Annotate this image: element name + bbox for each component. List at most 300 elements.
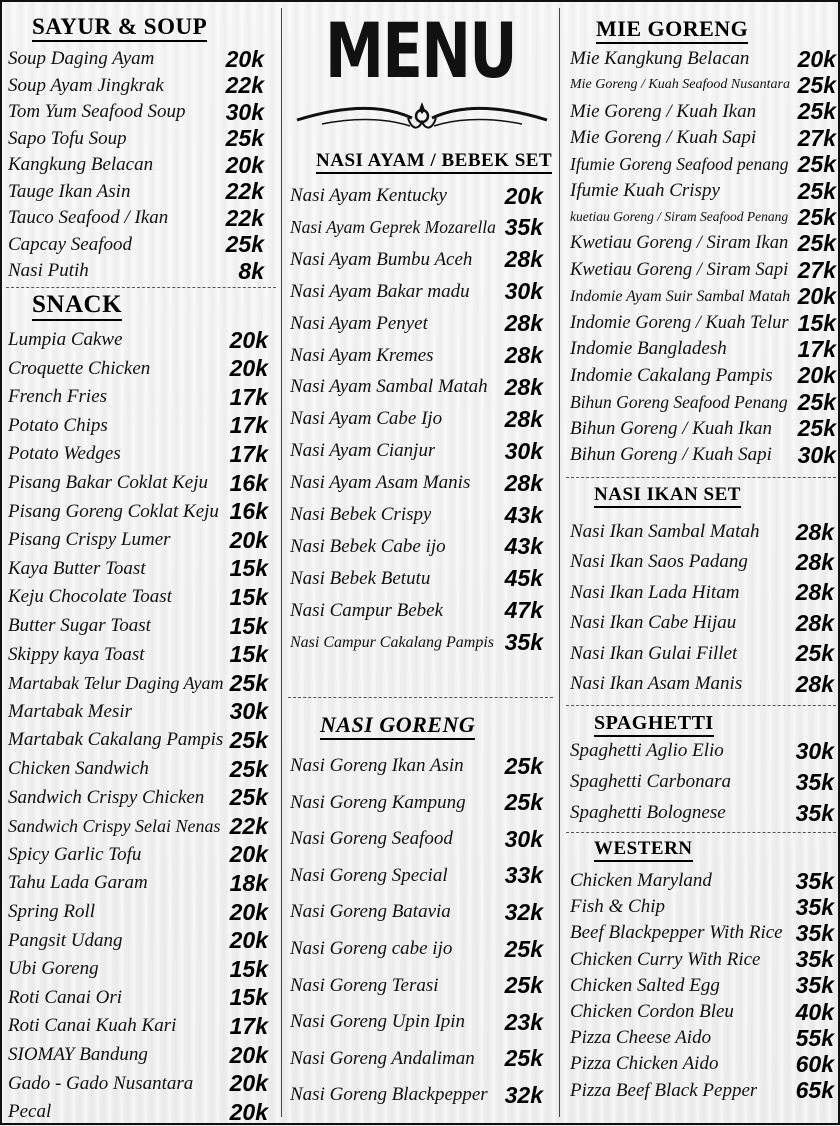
- item-price: 25k: [797, 415, 836, 442]
- item-price: 17k: [229, 412, 268, 439]
- menu-item: [8, 670, 268, 696]
- menu-item: [570, 442, 836, 468]
- item-name: Nasi Goreng Kampung: [290, 791, 466, 813]
- page-title: MENU: [324, 6, 517, 95]
- item-name: Croquette Chicken: [8, 357, 151, 379]
- item-name: Mie Goreng / Kuah Ikan: [570, 100, 757, 122]
- item-name: Martabak Cakalang Pampis: [8, 729, 224, 751]
- item-price: 25k: [229, 726, 268, 753]
- menu-item: [8, 327, 268, 353]
- item-price: 25k: [795, 640, 834, 667]
- menu-item: [290, 438, 543, 464]
- item-price: 25k: [504, 1045, 543, 1072]
- menu-item: [8, 232, 264, 258]
- item-price: 25k: [797, 177, 836, 204]
- item-name: Roti Canai Kuah Kari: [8, 1015, 177, 1037]
- item-price: 20k: [229, 526, 268, 553]
- item-price: 22k: [225, 204, 264, 231]
- menu-item: [570, 152, 836, 178]
- menu-item: [290, 502, 543, 528]
- item-name: Nasi Goreng Upin Ipin: [290, 1011, 466, 1033]
- item-price: 30k: [504, 437, 543, 464]
- menu-item: [290, 247, 543, 273]
- item-price: 28k: [795, 548, 834, 575]
- item-name: Sandwich Crispy Selai Nenas: [8, 815, 221, 836]
- item-name: Lumpia Cakwe: [8, 329, 123, 350]
- menu-item: [570, 769, 834, 795]
- item-price: 30k: [797, 441, 836, 468]
- menu-item: [290, 374, 543, 400]
- menu-item: [8, 642, 268, 668]
- menu-item: [8, 384, 268, 410]
- item-price: 23k: [504, 1008, 543, 1035]
- item-name: Fish & Chip: [570, 896, 666, 918]
- item-price: 25k: [504, 789, 543, 816]
- menu-item: [290, 343, 543, 369]
- item-name: Nasi Goreng Andaliman: [290, 1047, 475, 1069]
- item-name: Pisang Goreng Coklat Keju: [8, 500, 219, 522]
- item-name: Nasi Ikan Lada Hitam: [570, 581, 740, 603]
- item-name: Nasi Goreng Seafood: [290, 828, 453, 850]
- item-price: 20k: [797, 45, 836, 72]
- section-title: MIE GORENG: [596, 16, 840, 44]
- item-name: Nasi Goreng Special: [290, 864, 448, 886]
- item-name: Pisang Bakar Coklat Keju: [8, 472, 209, 493]
- menu-item: [570, 610, 834, 636]
- item-price: 25k: [229, 784, 268, 811]
- item-name: Soup Daging Ayam: [8, 48, 155, 69]
- item-price: 55k: [795, 1024, 834, 1051]
- menu-item: [570, 310, 836, 336]
- item-price: 27k: [797, 124, 836, 151]
- column-middle: [284, 2, 557, 1123]
- column-divider: [559, 8, 560, 1117]
- menu-item: [570, 580, 834, 606]
- item-price: 30k: [229, 698, 268, 725]
- menu-item: [570, 416, 836, 442]
- item-price: 17k: [797, 335, 836, 362]
- item-price: 47k: [504, 597, 543, 624]
- item-price: 25k: [797, 98, 836, 125]
- item-name: Ifumie Kuah Crispy: [570, 180, 720, 201]
- item-name: Skippy kaya Toast: [8, 643, 145, 665]
- section-title: NASI IKAN SET: [594, 484, 840, 508]
- section-divider: [288, 697, 553, 698]
- item-name: Nasi Ikan Saos Padang: [570, 551, 748, 573]
- item-name: Nasi Goreng Ikan Asin: [290, 755, 464, 776]
- menu-item: [570, 257, 836, 283]
- menu-item: [290, 534, 543, 560]
- item-price: 28k: [795, 609, 834, 636]
- item-price: 18k: [229, 869, 268, 896]
- section-divider: [6, 287, 276, 288]
- menu-item: [570, 389, 836, 415]
- item-price: 20k: [504, 182, 543, 209]
- item-name: Butter Sugar Toast: [8, 615, 151, 636]
- item-price: 30k: [504, 825, 543, 852]
- item-name: Pecal: [8, 1101, 52, 1123]
- item-price: 35k: [504, 629, 543, 656]
- item-price: 35k: [795, 972, 834, 999]
- item-name: Beef Blackpepper With Rice: [570, 922, 783, 944]
- item-price: 25k: [504, 935, 543, 962]
- item-price: 15k: [229, 612, 268, 639]
- item-name: Nasi Goreng Terasi: [290, 974, 439, 996]
- item-price: 20k: [225, 45, 264, 72]
- item-name: Nasi Ayam Asam Manis: [290, 472, 471, 494]
- item-price: 35k: [795, 799, 834, 826]
- item-price: 20k: [229, 841, 268, 868]
- menu-item: [8, 813, 268, 839]
- menu-item: [570, 99, 836, 125]
- item-price: 20k: [797, 283, 836, 310]
- item-price: 25k: [797, 230, 836, 257]
- section-divider: [566, 477, 836, 478]
- item-price: 15k: [229, 984, 268, 1011]
- menu-item: [570, 973, 834, 999]
- menu-item: [8, 956, 268, 982]
- item-name: SIOMAY Bandung: [8, 1044, 148, 1065]
- menu-item: [290, 936, 543, 962]
- item-price: 28k: [795, 518, 834, 545]
- item-name: Martabak Telur Daging Ayam: [8, 672, 224, 693]
- item-price: 20k: [225, 151, 264, 178]
- item-name: Nasi Ayam Kentucky: [290, 185, 447, 206]
- item-price: 28k: [795, 670, 834, 697]
- menu-item: [290, 406, 543, 432]
- section-title: WESTERN: [594, 838, 840, 862]
- item-name: Kangkung Belacan: [8, 154, 154, 175]
- menu-item: [8, 441, 268, 467]
- item-name: Nasi Goreng Batavia: [290, 901, 451, 923]
- item-name: Nasi Ikan Sambal Matah: [570, 521, 760, 542]
- item-name: Nasi Ayam Kremes: [290, 344, 434, 366]
- item-price: 20k: [229, 1041, 268, 1068]
- menu-item: [290, 753, 543, 779]
- item-price: 20k: [797, 362, 836, 389]
- menu-item: [290, 1009, 543, 1035]
- menu-item: [290, 566, 543, 592]
- section-divider: [566, 832, 836, 833]
- menu-item: [8, 1099, 268, 1125]
- item-price: 25k: [225, 125, 264, 151]
- item-name: Pisang Crispy Lumer: [8, 529, 171, 551]
- menu-item: [8, 842, 268, 868]
- item-price: 20k: [229, 355, 268, 382]
- item-name: Pizza Chicken Aido: [570, 1053, 719, 1075]
- menu-item: [290, 1082, 543, 1108]
- item-name: Spaghetti Aglio Elio: [570, 740, 724, 761]
- menu-item: [8, 356, 268, 382]
- item-name: Bihun Goreng / Kuah Sapi: [570, 444, 772, 465]
- menu-item: [8, 584, 268, 610]
- menu-item: [8, 126, 264, 152]
- item-price: 8k: [238, 257, 264, 284]
- item-name: Nasi Ayam Bakar madu: [290, 280, 470, 302]
- menu-item: [290, 470, 543, 496]
- item-name: Chicken Salted Egg: [570, 974, 720, 996]
- item-price: 28k: [504, 373, 543, 400]
- item-name: Nasi Ikan Asam Manis: [570, 673, 743, 694]
- item-price: 65k: [795, 1077, 834, 1104]
- item-name: Ifumie Goreng Seafood penang: [570, 154, 789, 175]
- item-name: French Fries: [8, 386, 108, 408]
- item-name: Pizza Beef Black Pepper: [570, 1079, 758, 1101]
- menu-item: [570, 549, 834, 575]
- item-name: Nasi Ikan Cabe Hijau: [570, 612, 737, 634]
- item-price: 15k: [229, 583, 268, 610]
- item-name: Tom Yum Seafood Soup: [8, 101, 186, 122]
- item-name: Martabak Mesir: [8, 700, 133, 722]
- menu-item: [570, 336, 836, 362]
- menu-item: [570, 800, 834, 826]
- item-name: Soup Ayam Jingkrak: [8, 74, 164, 96]
- item-name: Nasi Ikan Gulai Fillet: [570, 642, 738, 664]
- menu-item: [570, 894, 834, 920]
- menu-item: [570, 204, 836, 230]
- item-name: Nasi Goreng cabe ijo: [290, 938, 453, 959]
- item-name: Nasi Ayam Sambal Matah: [290, 376, 488, 398]
- menu-item: [570, 868, 834, 894]
- item-price: 35k: [795, 768, 834, 795]
- item-name: Nasi Campur Bebek: [290, 599, 444, 621]
- item-price: 30k: [504, 278, 543, 305]
- item-price: 25k: [797, 388, 836, 415]
- column-divider: [281, 8, 282, 1117]
- item-price: 15k: [229, 555, 268, 582]
- menu-item: [570, 920, 834, 946]
- item-name: Spaghetti Bolognese: [570, 802, 726, 823]
- item-name: Kwetiau Goreng / Siram Ikan: [570, 233, 789, 254]
- item-name: Tahu Lada Garam: [8, 872, 148, 894]
- menu-item: [290, 183, 543, 209]
- item-name: Mie Kangkung Belacan: [570, 48, 750, 69]
- section-title: NASI AYAM / BEBEK SET: [316, 150, 557, 174]
- menu-item: [8, 1013, 268, 1039]
- menu-item: [290, 279, 543, 305]
- item-name: Nasi Putih: [8, 260, 89, 281]
- ornament-flourish-icon: [292, 96, 552, 136]
- item-price: 22k: [225, 178, 264, 204]
- item-price: 22k: [229, 812, 268, 839]
- item-name: Nasi Ayam Cianjur: [290, 440, 436, 462]
- column-right: [562, 2, 840, 1123]
- item-price: 35k: [795, 893, 834, 920]
- item-name: Chicken Cordon Bleu: [570, 1001, 734, 1022]
- item-price: 15k: [797, 309, 836, 336]
- item-name: Roti Canai Ori: [8, 986, 123, 1008]
- item-price: 20k: [229, 927, 268, 954]
- item-price: 25k: [504, 752, 543, 779]
- item-name: Indomie Ayam Suir Sambal Matah: [570, 287, 791, 305]
- menu-item: [290, 1046, 543, 1072]
- menu-item: [570, 738, 834, 764]
- item-name: Potato Chips: [8, 414, 108, 436]
- item-price: 35k: [795, 867, 834, 894]
- menu-item: [8, 756, 268, 782]
- menu-item: [8, 413, 268, 439]
- item-price: 28k: [795, 579, 834, 606]
- menu-item: [8, 870, 268, 896]
- menu-item: [290, 899, 543, 925]
- menu-item: [8, 985, 268, 1011]
- menu-item: [290, 826, 543, 852]
- item-name: Nasi Goreng Blackpepper: [290, 1084, 488, 1106]
- menu-item: [570, 363, 836, 389]
- item-name: Gado - Gado Nusantara: [8, 1072, 194, 1094]
- menu-item: [8, 470, 268, 496]
- item-name: Kwetiau Goreng / Siram Sapi: [570, 259, 789, 280]
- menu-item: [8, 258, 264, 284]
- item-price: 25k: [797, 203, 836, 230]
- menu-item: [8, 727, 268, 753]
- menu-item: [8, 179, 264, 205]
- item-price: 16k: [229, 469, 268, 496]
- menu-item: [8, 152, 264, 178]
- item-price: 22k: [225, 72, 264, 98]
- item-price: 17k: [229, 1012, 268, 1039]
- menu-item: [8, 1071, 268, 1097]
- menu-item: [570, 284, 836, 310]
- item-name: Ubi Goreng: [8, 958, 99, 980]
- menu-item: [8, 699, 268, 725]
- item-name: Capcay Seafood: [8, 233, 133, 255]
- item-name: Nasi Bebek Crispy: [290, 504, 432, 525]
- item-name: Nasi Bebek Cabe ijo: [290, 535, 446, 557]
- item-name: Nasi Bebek Betutu: [290, 567, 431, 589]
- menu-item: [290, 790, 543, 816]
- item-name: Indomie Bangladesh: [570, 338, 727, 360]
- item-price: 27k: [797, 256, 836, 283]
- item-name: Mie Goreng / Kuah Seafood Nusantara: [570, 77, 790, 93]
- menu-item: [570, 125, 836, 151]
- menu-item: [290, 863, 543, 889]
- item-name: Bihun Goreng / Kuah Ikan: [570, 417, 772, 439]
- column-left: [2, 2, 280, 1123]
- item-name: Spicy Garlic Tofu: [8, 843, 142, 865]
- section-title: SAYUR & SOUP: [32, 14, 280, 42]
- menu-item: [8, 499, 268, 525]
- item-price: 28k: [504, 310, 543, 337]
- menu-item: [8, 785, 268, 811]
- menu-item: [8, 1042, 268, 1068]
- item-name: Indomie Cakalang Pampis: [570, 364, 773, 386]
- menu-item: [570, 671, 834, 697]
- item-price: 40k: [795, 998, 834, 1025]
- menu-item: [570, 1025, 834, 1051]
- item-name: Chicken Sandwich: [8, 758, 149, 779]
- item-name: Chicken Curry With Rice: [570, 948, 761, 970]
- menu-item: [570, 519, 834, 545]
- item-price: 30k: [795, 737, 834, 764]
- item-price: 25k: [229, 669, 268, 696]
- menu-item: [8, 928, 268, 954]
- item-price: 28k: [504, 405, 543, 432]
- menu-item: [570, 72, 836, 98]
- item-price: 28k: [504, 342, 543, 368]
- section-title: SNACK: [32, 291, 280, 321]
- menu-item: [8, 205, 264, 231]
- menu-item: [8, 556, 268, 582]
- item-price: 30k: [225, 98, 264, 125]
- item-name: Pizza Cheese Aido: [570, 1027, 712, 1049]
- item-name: Chicken Maryland: [570, 870, 712, 891]
- menu-item: [570, 46, 836, 72]
- item-name: Kaya Butter Toast: [8, 557, 146, 579]
- item-name: Nasi Campur Cakalang Pampis: [290, 633, 495, 651]
- item-name: Nasi Ayam Penyet: [290, 312, 428, 334]
- item-name: Pangsit Udang: [8, 929, 123, 951]
- item-price: 25k: [229, 755, 268, 782]
- menu-item: [570, 641, 834, 667]
- item-name: kuetiau Goreng / Siram Seafood Penang: [570, 209, 789, 225]
- item-name: Mie Goreng / Kuah Sapi: [570, 127, 757, 149]
- item-name: Nasi Ayam Geprek Mozarella: [290, 217, 496, 238]
- item-price: 28k: [504, 469, 543, 496]
- menu-item: [570, 178, 836, 204]
- section-title: SPAGHETTI: [594, 712, 840, 737]
- item-price: 43k: [504, 533, 543, 560]
- menu-item: [8, 527, 268, 553]
- menu-item: [290, 973, 543, 999]
- menu-item: [570, 947, 834, 973]
- menu-item: [570, 1051, 834, 1077]
- item-name: Indomie Goreng / Kuah Telur: [570, 312, 789, 333]
- item-name: Tauge Ikan Asin: [8, 180, 131, 202]
- item-price: 25k: [797, 151, 836, 178]
- item-name: Bihun Goreng Seafood Penang: [570, 391, 788, 412]
- item-price: 35k: [795, 946, 834, 973]
- item-price: 25k: [504, 972, 543, 999]
- item-name: Potato Wedges: [8, 443, 121, 465]
- item-name: Tauco Seafood / Ikan: [8, 207, 169, 228]
- menu-item: [290, 215, 543, 241]
- item-price: 25k: [225, 231, 264, 257]
- item-price: 20k: [229, 1098, 268, 1125]
- item-price: 20k: [229, 1070, 268, 1097]
- item-price: 32k: [504, 898, 543, 925]
- menu-item: [8, 899, 268, 925]
- section-title: NASI GORENG: [320, 712, 557, 740]
- item-name: Spring Roll: [8, 901, 96, 922]
- item-price: 20k: [229, 326, 268, 353]
- item-price: 35k: [504, 214, 543, 241]
- item-price: 60k: [795, 1050, 834, 1077]
- item-name: Sapo Tofu Soup: [8, 127, 127, 149]
- item-price: 17k: [229, 440, 268, 467]
- item-price: 15k: [229, 641, 268, 668]
- menu-item: [570, 999, 834, 1025]
- menu-item: [570, 1078, 834, 1104]
- item-price: 17k: [229, 383, 268, 410]
- section-divider: [566, 705, 836, 706]
- menu-item: [570, 231, 836, 257]
- item-price: 16k: [229, 498, 268, 525]
- menu-item: [8, 613, 268, 639]
- item-price: 43k: [504, 501, 543, 528]
- item-price: 35k: [795, 919, 834, 946]
- item-name: Sandwich Crispy Chicken: [8, 786, 205, 808]
- item-name: Keju Chocolate Toast: [8, 586, 172, 608]
- item-price: 33k: [504, 862, 543, 889]
- menu-item: [290, 630, 543, 656]
- item-price: 15k: [229, 955, 268, 982]
- menu-item: [290, 311, 543, 337]
- item-name: Nasi Ayam Cabe Ijo: [290, 408, 443, 430]
- item-price: 25k: [797, 71, 836, 98]
- item-name: Spaghetti Carbonara: [570, 771, 731, 792]
- item-price: 32k: [504, 1081, 543, 1108]
